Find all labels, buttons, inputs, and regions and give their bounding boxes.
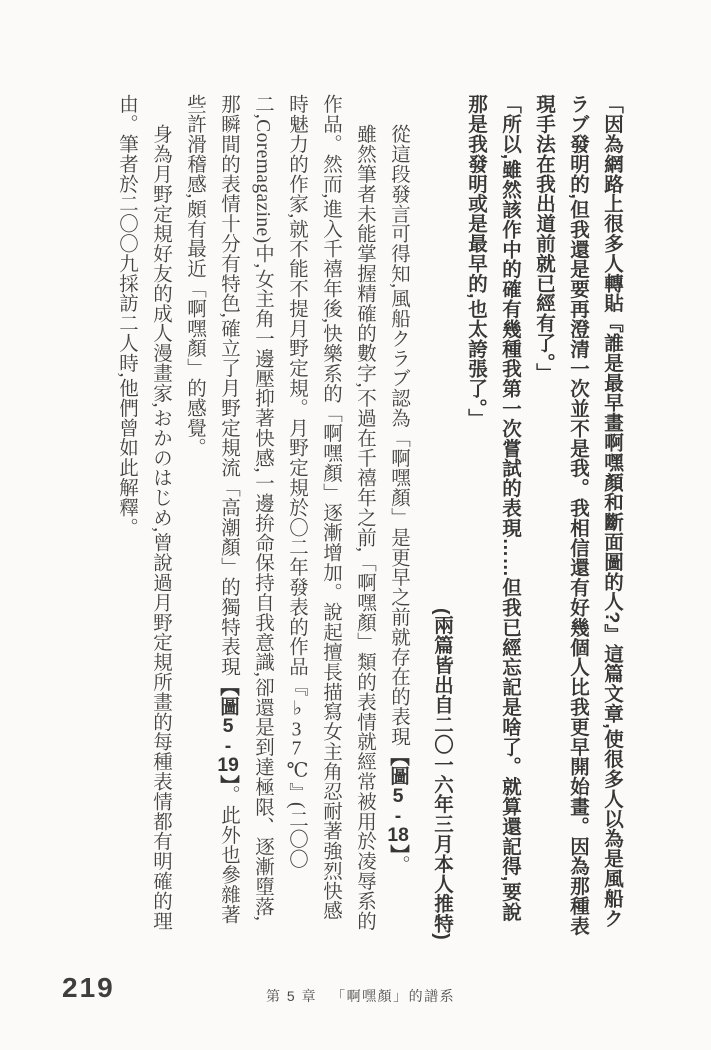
quote-paragraph-1: 「因為網路上很多人轉貼『誰是最早畫啊嘿顏和斷面圖的人?』這篇文章,使很多人以為是風船クラブ發明的,但我還是要再澄清一次並不是我。我相信還有好幾個人比我更早開始畫。因為那種表現手法在我出道前就已經有了。」	[533, 94, 623, 936]
chapter-title: 「啊嘿顏」的譜系	[331, 988, 456, 1004]
chapter-label: 第 5 章	[266, 988, 318, 1004]
vertical-text-area	[109, 94, 629, 940]
body-paragraphs	[109, 94, 415, 940]
body-paragraph: 雖然筆者未能掌握精確的數字,不過在千禧年之前,「啊嘿顏」類的表情就經常被用於凌辱系的作品。然而,進入千禧年後,快樂系的「啊嘿顏」逐漸增加。說起擅長描寫女主角忍耐著強烈快感時魅力的作家,就不能不提月野定規。月野定規於〇二年發表的作品『♭37℃』(二〇〇二,Coremagazine)中,女主角一邊壓抑著快感,一邊拚命保持自我意識,卻還是到達極限、逐漸墮落,那瞬間的表情十分有特色,確立了月野定規流「高潮顏」的獨特表現【圖5-19】。此外也參雜著些許滑稽感,頗有最近「啊嘿顏」的感覺。	[184, 94, 375, 931]
quote-paragraph-2: 「所以,雖然該作中的確有幾種我第一次嘗試的表現……但我已經忘記是啥了。就算還記得,要說那是我發明或是最早的,也太誇張了。」	[465, 94, 521, 922]
running-title	[266, 986, 455, 1006]
page-number: 219	[62, 972, 115, 1003]
body-paragraph: 身為月野定規好友的成人漫畫家,おかのはじめ,曾說過月野定規所畫的每種表情都有明確的理由。筆者於二〇〇九採訪二人時,他們曾如此解釋。	[116, 94, 171, 931]
body-paragraph: 從這段發言可得知,風船クラブ認為「啊嘿顏」是更早之前就存在的表現【圖5-18】。	[387, 124, 409, 875]
quote-attribution: (兩篇皆出自二〇一六年三月本人推特)	[431, 607, 453, 940]
